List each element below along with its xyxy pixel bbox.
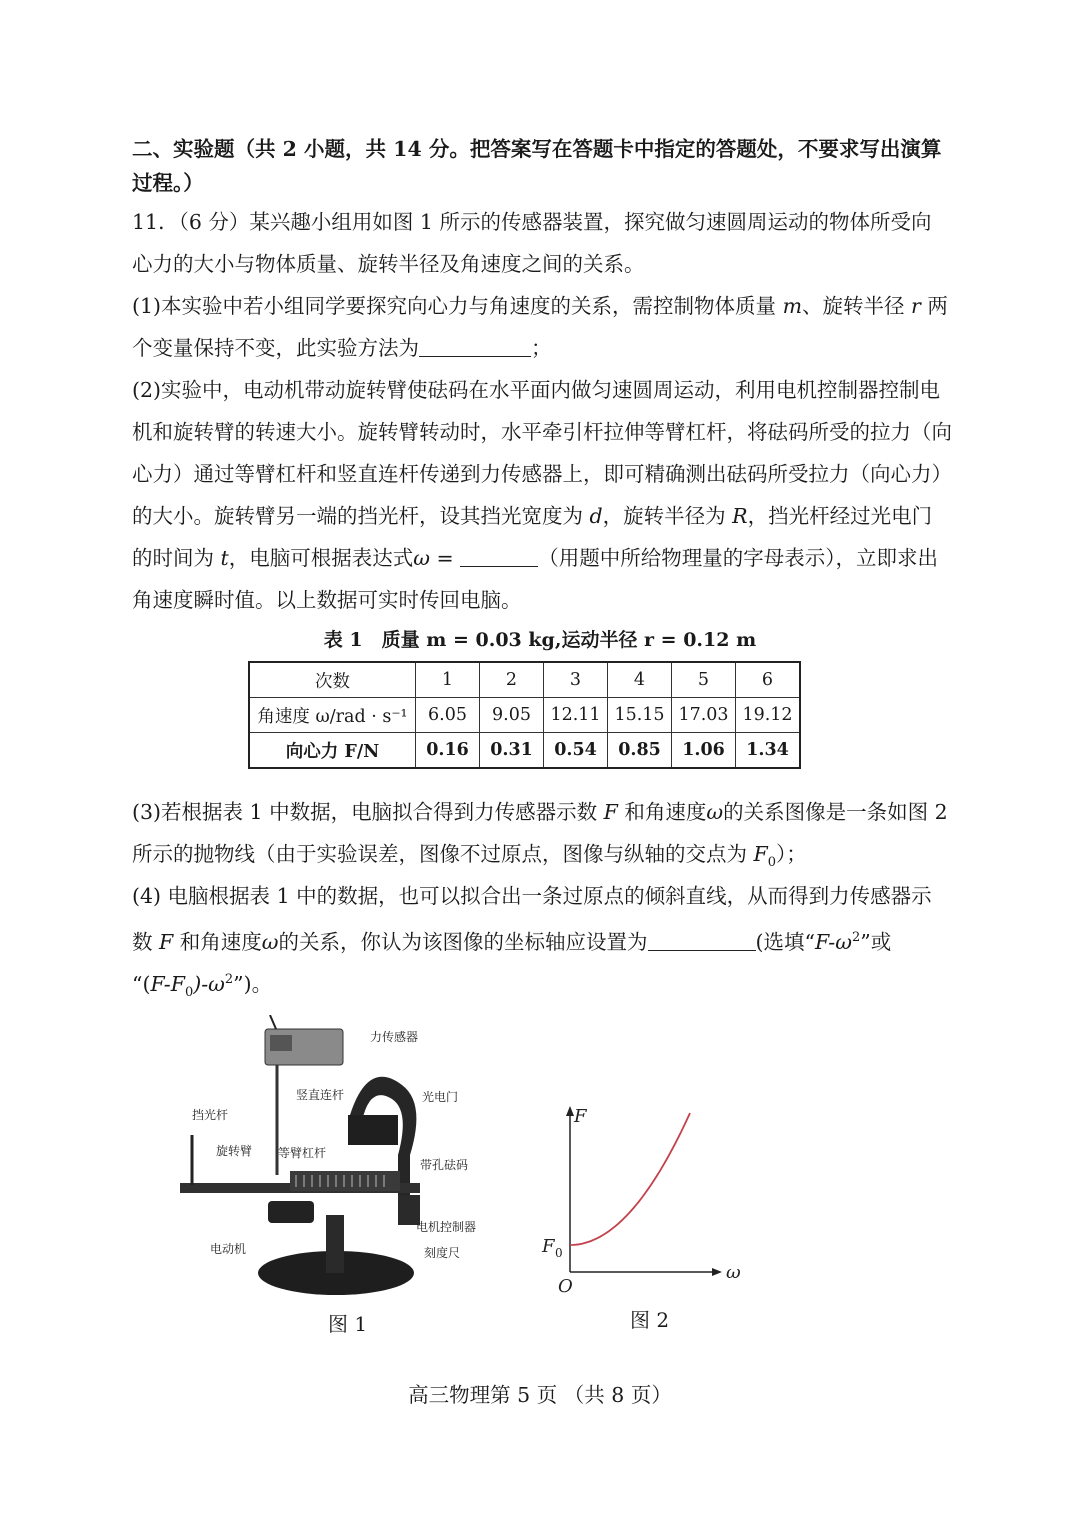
answer-blank-1[interactable] — [419, 334, 531, 357]
photogate-shape — [348, 1115, 398, 1145]
figure1-caption: 图 1 — [328, 1312, 368, 1336]
part4-text-g: ”)。 — [233, 971, 273, 996]
part1-text-d: 个变量保持不变，此实验方法为 — [132, 336, 419, 360]
table-cell: 19.12 — [736, 698, 801, 733]
part3-text-d: 所示的抛物线（由于实验误差，图像不过原点，图像与纵轴的交点为 — [132, 842, 754, 866]
table-cell: 1.34 — [736, 733, 801, 769]
table-cell: 3 — [544, 662, 608, 698]
part2-line2: 机和旋转臂的转速大小。旋转臂转动时，水平牵引杆拉伸等臂杠杆，将砝码所受的拉力（向 — [132, 420, 952, 444]
data-table — [248, 661, 801, 769]
table-row-force — [249, 733, 800, 769]
part2-var-t: t — [220, 546, 229, 570]
part4-text-f: “( — [132, 971, 151, 996]
label-force-sensor: 力传感器 — [370, 1030, 419, 1044]
part4-text-a: 数 — [132, 929, 160, 954]
part4-text-d: (选填“ — [755, 929, 815, 954]
part4-line1: (4) 电脑根据表 1 中的数据，也可以拟合出一条过原点的倾斜直线，从而得到力传感器示 — [132, 884, 932, 908]
part4-text-e: ”或 — [860, 929, 892, 954]
x-axis-arrow — [712, 1268, 722, 1276]
part2-line1: (2)实验中，电动机带动旋转臂使砝码在水平面内做匀速圆周运动，利用电机控制器控制电 — [132, 378, 941, 402]
table-cell: 12.11 — [544, 698, 608, 733]
answer-blank-2[interactable] — [460, 544, 538, 567]
intercept-label: F — [542, 1236, 555, 1257]
apparatus-figure — [170, 1015, 490, 1305]
graph-figure — [530, 1100, 760, 1300]
part3-text-c: 的关系图像是一条如图 2 — [723, 800, 948, 824]
label-ruler: 刻度尺 — [424, 1246, 461, 1260]
question-intro-line1: 11．（6 分）某兴趣小组用如图 1 所示的传感器装置，探究做匀速圆周运动的物体所受向 — [132, 210, 932, 234]
sensor-logo — [270, 1035, 292, 1051]
part3-var-F: F — [603, 800, 618, 824]
part2-var-d: d — [589, 504, 603, 528]
part2-text-e: ，电脑可根据表达式 — [228, 546, 414, 570]
table-row-trials — [249, 662, 800, 698]
table-cell: 6 — [736, 662, 801, 698]
part4-option2-b: )-ω — [193, 971, 225, 996]
question-intro-line2: 心力的大小与物体质量、旋转半径及角速度之间的关系。 — [132, 252, 645, 276]
part1-var-r: r — [911, 294, 921, 318]
section-heading-line2: 过程。） — [132, 171, 204, 195]
part4-option2-sub: 0 — [184, 984, 194, 1000]
part1-line1 — [132, 291, 948, 321]
table-cell: 1 — [416, 662, 480, 698]
part3-var-F0: F — [753, 842, 768, 866]
table-header-label: 次数 — [249, 662, 416, 698]
table-cell: 5 — [672, 662, 736, 698]
part2-text-a: 的大小。旋转臂另一端的挡光杆，设其挡光宽度为 — [132, 504, 590, 528]
part1-text-c: 两 — [920, 294, 948, 318]
table-cell: 4 — [608, 662, 672, 698]
part1-var-m: m — [782, 294, 803, 318]
part3-line2 — [132, 839, 807, 878]
table-cell: 2 — [480, 662, 544, 698]
part4-text-b: 和角速度 — [173, 929, 262, 954]
origin-label: O — [558, 1276, 573, 1297]
label-rotating-arm: 旋转臂 — [216, 1144, 253, 1158]
part3-text-a: (3)若根据表 1 中数据，电脑拟合得到力传感器示数 — [132, 800, 604, 824]
label-light-bar: 挡光杆 — [192, 1108, 229, 1122]
table-cell: 0.54 — [544, 733, 608, 769]
part2-eq: = — [430, 546, 461, 570]
stand-post — [326, 1215, 344, 1273]
table-cell: 15.15 — [608, 698, 672, 733]
part1-text-e: ； — [531, 336, 552, 360]
part1-line2 — [132, 333, 552, 363]
part4-option1-sup: 2 — [851, 930, 861, 945]
part3-var-F0-sub: 0 — [767, 855, 777, 871]
motor-shape — [268, 1201, 314, 1223]
y-axis-label: F — [574, 1106, 587, 1127]
part3-line1 — [132, 797, 948, 827]
part4-option2: F-F — [150, 971, 185, 996]
part2-omega: ω — [413, 546, 430, 570]
table-row-omega — [249, 698, 800, 733]
part4-var-F: F — [159, 929, 174, 954]
table-cell: 6.05 — [416, 698, 480, 733]
part4-omega: ω — [261, 929, 279, 954]
part2-line6: 角速度瞬时值。以上数据可实时传回电脑。 — [132, 588, 522, 612]
part4-option2-sup: 2 — [224, 972, 234, 987]
label-vertical-rod: 竖直连杆 — [296, 1088, 345, 1102]
x-axis-label: ω — [726, 1262, 741, 1283]
page-footer: 高三物理第 5 页 （共 8 页） — [408, 1383, 672, 1407]
part2-line5 — [132, 543, 938, 573]
table-cell: 0.16 — [416, 733, 480, 769]
label-photogate: 光电门 — [422, 1090, 459, 1104]
part2-text-c: ，挡光杆经过光电门 — [747, 504, 933, 528]
y-axis-arrow — [566, 1106, 574, 1116]
part3-text-e: ）； — [776, 842, 807, 866]
part2-text-f: （用题中所给物理量的字母表示），立即求出 — [538, 546, 938, 570]
table-cell: 17.03 — [672, 698, 736, 733]
label-weight: 带孔砝码 — [420, 1158, 469, 1172]
table-cell: 9.05 — [480, 698, 544, 733]
part4-option1: F-ω — [815, 929, 852, 954]
part4-line2 — [132, 923, 891, 957]
sensor-cable — [270, 1015, 276, 1029]
table-cell: 0.85 — [608, 733, 672, 769]
table-cell: 1.06 — [672, 733, 736, 769]
table-caption: 表 1 质量 m = 0.03 kg,运动半径 r = 0.12 m — [323, 629, 757, 651]
table-force-label: 向心力 F/N — [249, 733, 416, 769]
part1-text-b: 、旋转半径 — [802, 294, 912, 318]
intercept-sub: 0 — [555, 1246, 563, 1260]
answer-blank-3[interactable] — [648, 928, 756, 951]
label-motor: 电动机 — [210, 1242, 247, 1256]
part2-var-R: R — [732, 504, 748, 528]
section-heading-line1: 二、实验题（共 2 小题，共 14 分。把答案写在答题卡中指定的答题处，不要求写出演算 — [132, 137, 942, 161]
part4-text-c: 的关系，你认为该图像的坐标轴应设置为 — [278, 929, 648, 954]
part2-line3: 心力）通过等臂杠杆和竖直连杆传递到力传感器上，即可精确测出砝码所受拉力（向心力） — [132, 462, 952, 486]
figure2-caption: 图 2 — [630, 1308, 670, 1332]
part2-line4 — [132, 501, 932, 531]
table-cell: 0.31 — [480, 733, 544, 769]
part2-text-d: 的时间为 — [132, 546, 221, 570]
table-omega-label: 角速度 ω/rad · s⁻¹ — [249, 698, 416, 733]
part3-omega: ω — [706, 800, 724, 824]
part4-line3 — [132, 965, 272, 1008]
part2-text-b: ，旋转半径为 — [602, 504, 733, 528]
parabola-curve — [570, 1113, 690, 1245]
label-lever: 等臂杠杆 — [278, 1146, 327, 1160]
part1-text-a: (1)本实验中若小组同学要探究向心力与角速度的关系，需控制物体质量 — [132, 294, 783, 318]
label-controller: 电机控制器 — [416, 1220, 477, 1234]
part3-text-b: 和角速度 — [617, 800, 707, 824]
